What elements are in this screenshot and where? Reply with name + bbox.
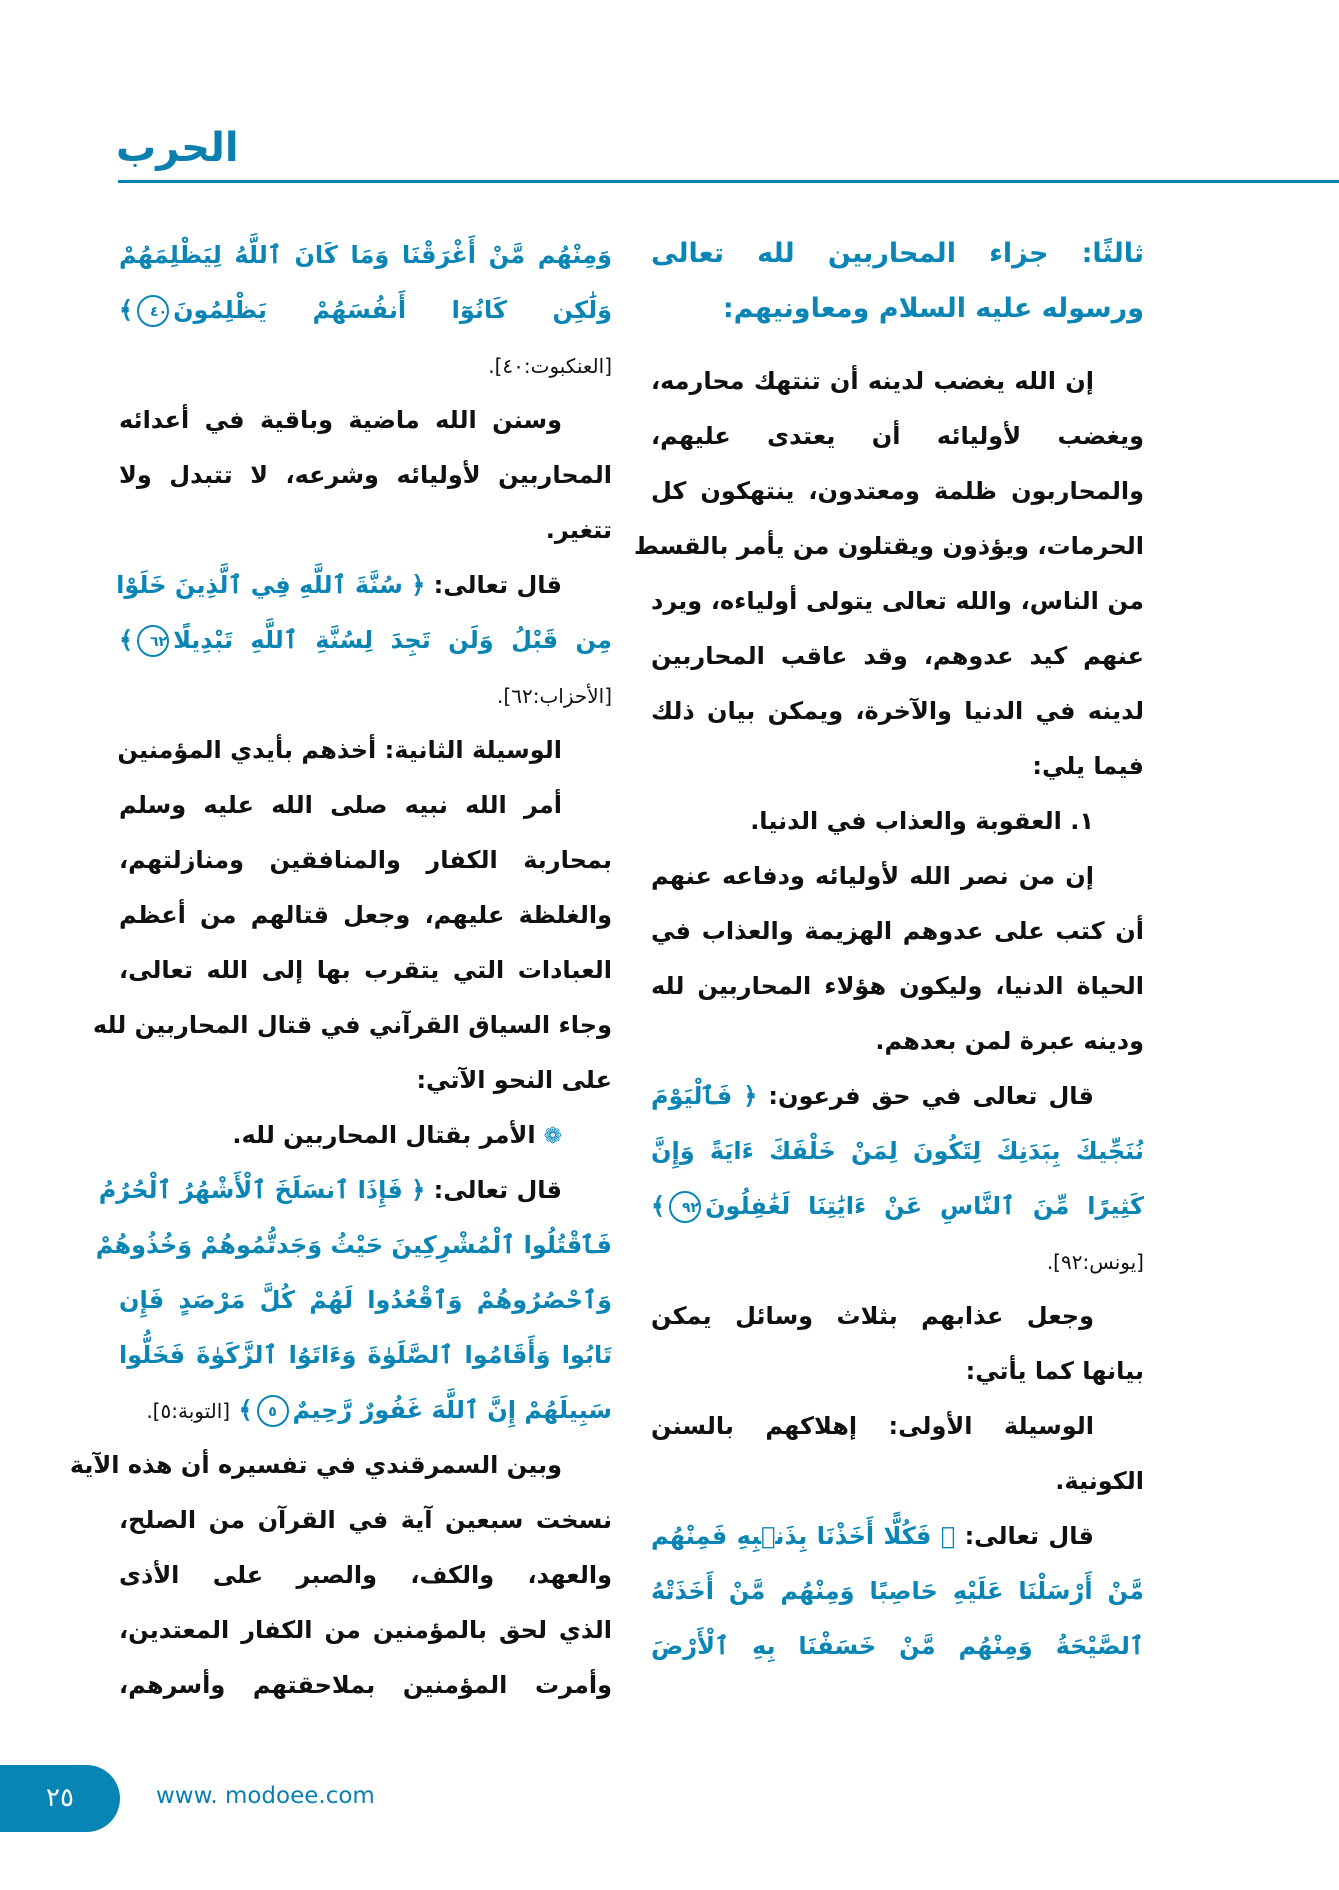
text-line: [651, 1124, 1144, 1179]
text-line: [119, 503, 612, 558]
body-text: الحرمات، ويؤذون ويقتلون من يأمر بالقسط: [633, 532, 1144, 560]
body-text: ودينه عبرة لمن بعدهم.: [875, 1027, 1144, 1055]
body-text: نسخت سبعين آية في القرآن من الصلح،: [119, 1506, 612, 1534]
body-text: وجعل عذابهم بثلاث وسائل يمكن: [651, 1302, 1094, 1330]
text-line: [651, 409, 1144, 464]
text-line: [651, 1619, 1144, 1674]
text-line: [651, 574, 1144, 629]
quran-verse-text: سَبِيلَهُمْ إِنَّ ٱللَّهَ غَفُورٌ رَّحِيمٌ: [292, 1396, 612, 1424]
quran-verse-text: وَمِنْهُم مَّنْ أَغْرَقْنَا وَمَا كَانَ ٱللَّهُ لِيَظْلِمَهُمْ: [119, 241, 612, 269]
body-text: الوسيلة الأولى: إهلاكهم بالسنن: [651, 1412, 1094, 1440]
text-line: [119, 393, 612, 448]
body-text: الحياة الدنيا، وليكون هؤلاء المحاربين لله: [651, 972, 1144, 1000]
body-text: أن كتب على عدوهم الهزيمة والعذاب في: [651, 917, 1144, 945]
body-text: قال تعالى في حق فرعون:: [757, 1082, 1094, 1110]
right-column: [633, 226, 1144, 1674]
body-text: عنهم كيد عدوهم، وقد عاقب المحاربين: [651, 642, 1144, 670]
text-line: [119, 833, 612, 888]
text-line: [119, 723, 612, 778]
quran-verse-text: ﴿ فَكُلًّا أَخَذْنَا بِذَنۢبِهِ فَمِنْهُم: [651, 1522, 956, 1550]
body-text: قال تعالى:: [425, 1176, 562, 1204]
body-text: والمحاربون ظلمة ومعتدون، ينتهكون كل: [651, 477, 1144, 505]
text-line: [651, 1509, 1144, 1564]
body-text: والعهد، والكف، والصبر على الأذى: [119, 1561, 612, 1589]
text-line: [651, 794, 1144, 849]
text-line: [119, 1603, 612, 1658]
text-line: [651, 849, 1144, 904]
body-text: الوسيلة الثانية: أخذهم بأيدي المؤمنين: [117, 736, 562, 764]
text-line: [119, 1108, 612, 1163]
verse-end-marker: ٦٢: [137, 625, 169, 657]
header-divider: [118, 180, 1339, 183]
text-line: [651, 739, 1144, 794]
quran-verse-text: ﴾: [651, 1192, 666, 1220]
body-text: فيما يلي:: [1032, 752, 1144, 780]
text-line: [651, 1069, 1144, 1124]
running-header-title: الحرب: [116, 125, 239, 171]
body-text: بيانها كما يأتي:: [965, 1357, 1144, 1385]
body-text: وأمرت المؤمنين بملاحقتهم وأسرهم،: [119, 1671, 612, 1699]
text-line: [651, 684, 1144, 739]
text-line: [119, 943, 612, 998]
text-line: [651, 959, 1144, 1014]
body-text: إن الله يغضب لدينه أن تنتهك محارمه،: [651, 367, 1094, 395]
body-text: والغلظة عليهم، وجعل قتالهم من أعظم: [119, 901, 612, 929]
body-text: ويغضب لأوليائه أن يعتدى عليهم،: [651, 422, 1144, 450]
quran-verse-text: نُنَجِّيكَ بِبَدَنِكَ لِتَكُونَ لِمَنْ خَلْفَكَ ءَايَةً وَإِنَّ: [651, 1137, 1144, 1165]
text-line: [651, 1399, 1144, 1454]
body-text: بمحاربة الكفار والمنافقين ومنازلتهم،: [119, 846, 612, 874]
page-number: ٢٥: [46, 1783, 74, 1813]
quran-verse-text: مِن قَبْلُ وَلَن تَجِدَ لِسُنَّةِ ٱللَّهِ تَبْدِيلًا: [173, 626, 612, 654]
verse-reference: [العنكبوت:٤٠].: [488, 354, 612, 378]
left-column: [69, 228, 612, 1713]
footer-website-url: www. modoee.com: [156, 1783, 375, 1809]
verse-reference: [الأحزاب:٦٢].: [497, 684, 612, 708]
quran-verse-text: ﴾: [119, 296, 134, 324]
body-text: إن من نصر الله لأوليائه ودفاعه عنهم: [651, 862, 1094, 890]
body-text: ١. العقوبة والعذاب في الدنيا.: [750, 807, 1094, 835]
text-line: [119, 283, 612, 338]
body-text: المحاربين لأوليائه وشرعه، لا تتبدل ولا: [119, 461, 612, 489]
text-line: [651, 226, 1144, 281]
body-text: الأمر بقتال المحاربين لله.: [232, 1121, 536, 1149]
quran-verse-text: فَٱقْتُلُوا ٱلْمُشْرِكِينَ حَيْثُ وَجَدتُّمُوهُمْ وَخُذُوهُمْ: [95, 1231, 612, 1259]
text-line: [95, 1218, 612, 1273]
quran-verse-text: ﴾: [230, 1396, 253, 1424]
text-line: [651, 1344, 1144, 1399]
quran-verse-text: تَابُوا وَأَقَامُوا ٱلصَّلَوٰةَ وَءَاتَوُا ٱلزَّكَوٰةَ فَخَلُّوا: [119, 1341, 612, 1369]
text-line: [119, 1328, 612, 1383]
text-line: [119, 668, 612, 723]
body-text: قال تعالى:: [955, 1522, 1094, 1550]
quran-verse-text: وَٱحْصُرُوهُمْ وَٱقْعُدُوا لَهُمْ كُلَّ مَرْصَدٍ فَإِن: [119, 1286, 612, 1314]
section-title: ثالثًا: جزاء المحاربين لله تعالى: [651, 238, 1144, 269]
body-text: على النحو الآتي:: [416, 1066, 612, 1094]
text-line: [98, 1163, 612, 1218]
text-line: [651, 629, 1144, 684]
body-text: أمر الله نبيه صلى الله عليه وسلم: [119, 791, 562, 819]
quran-verse-text: ٱلصَّيْحَةُ وَمِنْهُم مَّنْ خَسَفْنَا بِهِ ٱلْأَرْضَ: [651, 1632, 1144, 1660]
body-text: تتغير.: [545, 516, 612, 544]
quran-verse-text: ﴾: [119, 626, 134, 654]
body-text: الكونية.: [1055, 1467, 1144, 1495]
text-line: [119, 448, 612, 503]
quran-verse-text: ﴿ سُنَّةَ ٱللَّهِ فِي ٱلَّذِينَ خَلَوْا: [116, 571, 426, 599]
text-line: [651, 904, 1144, 959]
body-text: وبين السمرقندي في تفسيره أن هذه الآية: [69, 1451, 562, 1479]
text-line: [119, 778, 612, 833]
text-line: [119, 1493, 612, 1548]
text-line: [119, 1273, 612, 1328]
verse-reference: [التوبة:٥].: [146, 1399, 231, 1423]
text-line: [119, 1053, 612, 1108]
body-text: من الناس، والله تعالى يتولى أولياءه، ويرد: [651, 587, 1144, 615]
text-line: [651, 1234, 1144, 1289]
text-line: [651, 1014, 1144, 1069]
text-line: [651, 281, 1144, 336]
body-text: الذي لحق بالمؤمنين من الكفار المعتدين،: [119, 1616, 612, 1644]
text-line: [119, 888, 612, 943]
text-line: [119, 613, 612, 668]
text-line: [651, 354, 1144, 409]
text-line: [651, 1564, 1144, 1619]
page-number-badge: [0, 1765, 120, 1832]
body-text: لدينه في الدنيا والآخرة، ويمكن بيان ذلك: [651, 697, 1144, 725]
verse-end-marker: ٤٠: [137, 295, 169, 327]
body-text: وجاء السياق القرآني في قتال المحاربين لله: [92, 1011, 612, 1039]
text-line: [119, 338, 612, 393]
verse-end-marker: ٥: [257, 1395, 289, 1427]
text-line: [651, 1179, 1144, 1234]
text-line: [116, 558, 612, 613]
verse-reference: [يونس:٩٢].: [1046, 1250, 1144, 1274]
text-line: [633, 519, 1144, 574]
text-line: [651, 464, 1144, 519]
text-line: [119, 228, 612, 283]
verse-end-marker: ٩٢: [669, 1191, 701, 1223]
text-line: [651, 1289, 1144, 1344]
quran-verse-text: ﴿ فَإِذَا ٱنسَلَخَ ٱلْأَشْهُرُ ٱلْحُرُمُ: [98, 1176, 426, 1204]
body-text: العبادات التي يتقرب بها إلى الله تعالى،: [119, 956, 612, 984]
text-line: [69, 1438, 612, 1493]
text-line: [119, 1548, 612, 1603]
quran-verse-text: وَلَٰكِن كَانُوٓا أَنفُسَهُمْ يَظْلِمُونَ: [173, 296, 612, 324]
text-line: [92, 998, 612, 1053]
quran-verse-text: مَّنْ أَرْسَلْنَا عَلَيْهِ حَاصِبًا وَمِنْهُم مَّنْ أَخَذَتْهُ: [651, 1577, 1144, 1605]
text-line: [119, 1658, 612, 1713]
flower-bullet-icon: ❁: [543, 1124, 562, 1149]
body-text: وسنن الله ماضية وباقية في أعدائه: [119, 406, 562, 434]
quran-verse-text: كَثِيرًا مِّنَ ٱلنَّاسِ عَنْ ءَايَٰتِنَا لَغَٰفِلُونَ: [705, 1192, 1144, 1220]
body-text: قال تعالى:: [425, 571, 562, 599]
quran-verse-text: ﴿ فَٱلْيَوْمَ: [651, 1082, 758, 1110]
section-title: ورسوله عليه السلام ومعاونيهم:: [722, 293, 1144, 324]
text-line: [651, 1454, 1144, 1509]
text-line: [119, 1383, 612, 1438]
